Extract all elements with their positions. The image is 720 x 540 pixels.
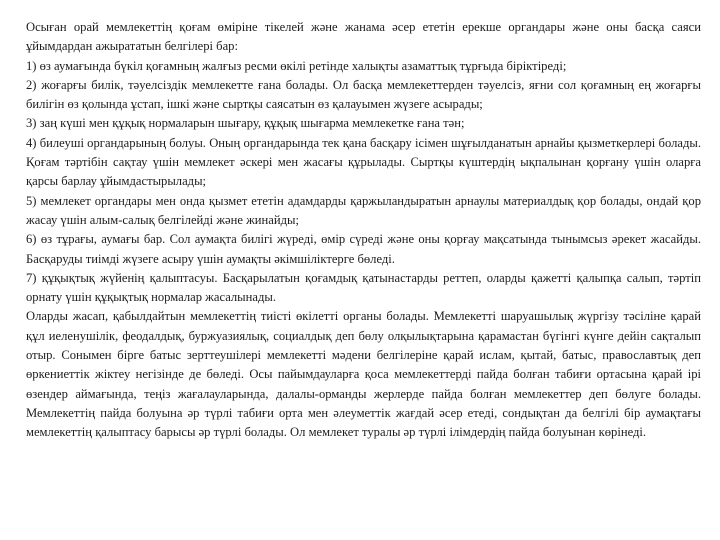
paragraph-item-7: 7) құқықтық жүйенің қалыптасуы. Басқарылатын қоғамдық қатынастарды реттеп, оларды қажетті қалыпқа салып, тәртіп орнату үшін құқықтық нормалар жасалынады. (26, 270, 701, 305)
paragraph-item-3: 3) заң күші мен құқық нормаларын шығару, құқық шығарма мемлекетке ғана тән; (26, 116, 465, 131)
paragraph-item-6: 6) өз тұрағы, аумағы бар. Сол аумақта билігі жүреді, өмір сүреді және оны қорғау мақсатында тынымсыз әрекет жасайды. Басқаруды тиімді жүзеге асыру үшін аумақты әкімшіліктерге бөледі. (26, 232, 701, 266)
paragraph-item-5: 5) мемлекет органдары мен онда қызмет ететін адамдарды қаржыландыратын арнаулы материалдық қор болады, ондай қор жасау үшін алым-салық белгілейді және жинайды; (26, 193, 701, 227)
paragraph-conclusion: Оларды жасап, қабылдайтын мемлекеттің тиісті өкілетті органы болады. Мемлекетті шаруашылық жүргізу тәсіліне қарай құл иеленушілік, феодалдық, буржуазиялық, социалдық деп бөлу олқылықтарына қарамастан бүгінгі күнге дейін сақталып отыр. Сонымен бірге батыс зерттеушілері мемлекетті мәдени белгілеріне қарай ислам, қытай, батыс, православтық деп өркениеттік жіктеу негізінде де бөледі. Осы пайымдауларға қоса мемлекеттерді пайда болған табиғи ортасына қарай ірі өзендер аймағында, теңіз жағалауларында, далалы-орманды жерлерде пайда болған мемлекеттер деп бөлуге болады. Мемлекеттің пайда болуына әр түрлі табиғи орта мен әлеуметтік жағдай әсер етеді, сондықтан да белгілі бір аумақтағы мемлекеттің қалыптасу барысы әр түрлі болады. Ол мемлекет туралы әр түрлі ілімдердің пайда болуынан көрінеді. (26, 309, 701, 440)
paragraph-item-4: 4) билеуші органдарының болуы. Оның органдарында тек қана басқару ісімен шұғылданатын арнайы қызметкерлері болады. Қоғам тәртібін сақтау үшін мемлекет әскері мен жасағы құрылады. Сыртқы күштердің ықпалынан қорғану үшін оларға қарсы барлау ұйымдастырылады; (26, 135, 701, 189)
paragraph-item-2: 2) жоғарғы билік, тәуелсіздік мемлекетте ғана болады. Ол басқа мемлекеттерден тәуелсіз, яғни сол қоғамның ең жоғарғы билігін өз қолында ұстап, ішкі және сыртқы саясатын өз қалауымен жүзеге асырады; (26, 77, 701, 112)
paragraph-item-1: 1) өз аумағында бүкіл қоғамның жалғыз ресми өкілі ретінде халықты азаматтық тұрғыда біріктіреді; (26, 58, 567, 73)
body-text (26, 18, 701, 443)
paragraph-intro: Осыған орай мемлекеттің қоғам өміріне тікелей және жанама әсер ететін ерекше органдары және оны басқа саяси ұйымдардан ажырататын белгілері бар: (26, 20, 701, 54)
